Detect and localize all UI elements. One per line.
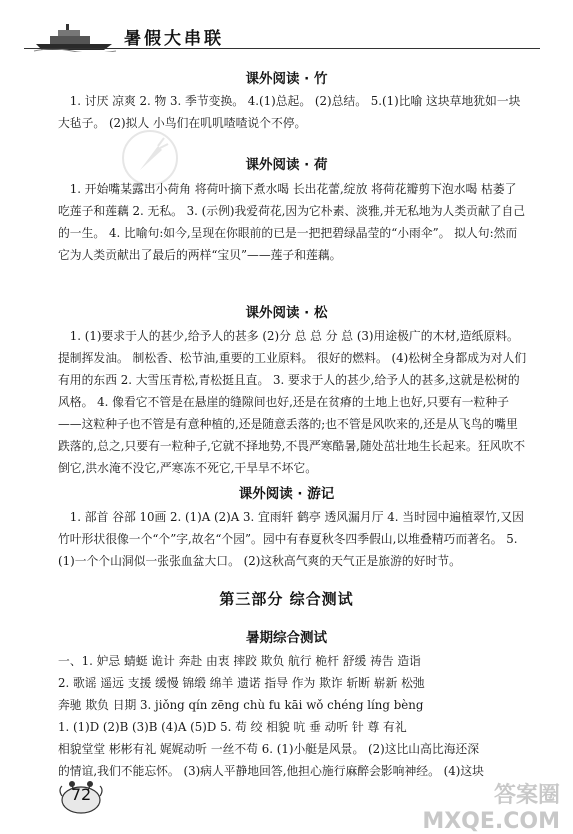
section-title-lotus: 课外阅读 · 荷 (245, 157, 328, 173)
site-watermark (370, 778, 560, 834)
watermark-top-text: 答案圈 (493, 783, 560, 808)
page-number: 72 (70, 785, 92, 804)
section-text-bamboo: 1. 讨厌 凉爽 2. 物 3. 季节变换。 4.(1)总起。 (2)总结。 5.(1)比喻 这块草地犹如一块大毡子。 (2)拟人 小鸟们在叽叽喳喳说个不停。 (58, 94, 521, 130)
test-line: 1. (1)D (2)B (3)B (4)A (5)D 5. 苟 绞 相貌 吭 垂 动听 针 尊 有礼 (58, 720, 407, 734)
watermark-site-text: MXQE.COM (422, 809, 560, 834)
section-title-travel: 课外阅读 · 游记 (238, 486, 335, 502)
section-title-bamboo: 课外阅读 · 竹 (245, 71, 328, 87)
section-title-pine: 课外阅读 · 松 (245, 305, 328, 321)
test-line: 奔驰 欺负 日期 3. jiǒng qín zēng chù fu kāi wǒ chéng líng bèng (58, 698, 424, 712)
part-title: 第三部分 综合测试 (219, 590, 354, 608)
section-text-travel: 1. 部首 谷部 10画 2. (1)A (2)A 3. 宜雨轩 鹤亭 透风漏月厅 4. 当时园中遍植翠竹,又因竹叶形状很像一个“个”字,故名“个园”。园中有春夏秋冬四季假山,以堆叠精巧而著名。 5. (1)一个个山洞似一张张血盆大口。 (2)这秋高气爽的天气正是旅游的好时节。 (58, 510, 524, 568)
section-text-pine: 1. (1)要求于人的甚少,给予人的甚多 (2)分 总 总 分 总 (3)用途极广的木材,造纸原料。 提制挥发油。 制松香、松节油,重要的工业原料。 很好的燃料。 (4)松树全身都成为对人们有用的东西 2. 大雪压青松,青松挺且直。 3. 要求于人的甚少,给予人的甚多,这就是松树的风格。 4. 像看它不管是在悬崖的缝隙间也好,还是在贫瘠的土地上也好,只要有一粒种子——这粒种子也不管是有意种植的,还是随意丢落的;也不管是风吹来的,还是从飞鸟的嘴里跌落的,总之,只要有一粒种子,它就不择地势,不畏严寒酷暑,随处茁壮地生长起来。狂风吹不倒它,洪水淹不没它,严寒冻不死它,干旱旱不坏它。 (58, 329, 527, 475)
test-answers (58, 650, 538, 782)
test-title: 暑期综合测试 (246, 630, 327, 646)
test-line: 相貌堂堂 彬彬有礼 娓娓动听 一丝不苟 6. (1)小艇是风景。 (2)这比山高比海还深 (58, 742, 480, 756)
test-line: 2. 歌谣 遥远 支援 缓慢 锦缎 绵羊 遗诺 指导 作为 欺诈 斩断 崭新 松弛 (58, 676, 425, 690)
book-title: 暑假大串联 (124, 29, 224, 49)
test-line: 的情谊,我们不能忘怀。 (3)病人平静地回答,他担心施行麻醉会影响神经。 (4)这块 (58, 764, 484, 778)
test-line: 一、1. 妒忌 蜻蜓 诡计 奔赴 由衷 摔跤 欺负 航行 桅杆 舒缓 祷告 造诣 (58, 654, 421, 668)
header-divider (24, 48, 540, 49)
section-text-lotus: 1. 开始嘴某露出小荷角 将荷叶摘下煮水喝 长出花蕾,绽放 将荷花瓣剪下泡水喝 枯萎了 吃莲子和莲藕 2. 无私。 3. (示例)我爱荷花,因为它朴素、淡雅,并无私地为人类贡献了自己的一生。 4. 比喻句:如今,呈现在你眼前的已是一把把碧绿晶莹的“小雨伞”。 拟人句:然而它为人类贡献出了最后的两样“宝贝”——莲子和莲藕。 (58, 182, 526, 262)
